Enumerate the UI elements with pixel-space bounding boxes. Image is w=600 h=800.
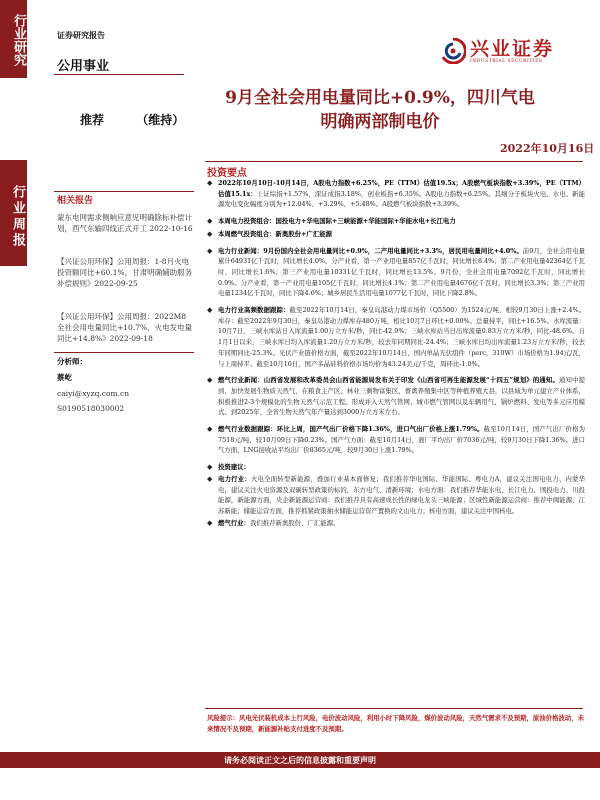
risk-warning: 风险提示：风电光伏装机成本上行风险，电价波动风险，利用小时下降风险，煤价波动风险，天然气需求不及预期，原油价格波动，未来情况不及预期，新能源补贴支付进度不及预期。	[207, 714, 585, 733]
related-divider	[54, 191, 194, 192]
list-item: ◆ 电力行业：火电全面转型新能源，叠加行业基本面修复；我们推荐华电国际、华能国际、粤电力A，建议关注国电电力、内蒙华电，建议关注火电资源及双碳转型政策的标的，东方电气、清新环境；水电方面：我们推荐华能水电、长江电力、国投电力、川投能源，新能源方面，央企新能源运营商：我们推荐具有高速成长性的绿电龙头三峡能源；区域性新能源运营商：推荐中闽能源、江苏新能；储能运营方面，推荐抓紧政策抽水储能运营资产置换的文山电力；核电方面，建议关注中国核电。	[207, 474, 585, 515]
footer-disclaimer: 请务必阅读正文之后的信息披露和重要声明	[0, 752, 600, 768]
list-item: ◆ 燃气行业：我们推荐新奥股份、广汇能源。	[207, 518, 340, 527]
list-item: ◆ 电力行业高频数据跟踪：截至2022年10月14日，秦皇岛港动力煤市场价（Q5500）为1524元/吨，相较9月30日上涨+2.4%。库存：截至2022年9月30日，秦皇岛港动力煤库存480万吨，相比10月7日环比+0.00%。总量持平，同比+16.5%。水库流量：10月7日，三峡水库站日入库流量1.00万立方米/秒，同比-42.9%；三峡水库站当日出库流量0.83万立方米/秒，同比-48.6%。自1月1日以来，三峡水库日均入库流量1.20万立方米/秒，较去年同期同比-24.4%；三峡水库日均出库流量1.23万立方米/秒，较去年同期同比-25.3%。光伏产业链价格方面，截至2022年10月14日，国内单晶光伏组件（perc，310W）市场价格为1.94元/瓦，与上周持平。截至10月10日，国产多晶硅料价格市场均价为43.24美元/千克，周环比-1.0%。	[207, 306, 586, 368]
title-line-2: 明确两部制电价	[320, 112, 440, 132]
risk-divider	[205, 708, 583, 709]
industry-label: 公用事业	[57, 59, 110, 74]
related-item[interactable]: 蒙东电网需求侧响应意见明确除标补偿计划，西气东输四线正式开工 2022-10-16	[57, 213, 193, 233]
analyst-heading: 分析师：	[57, 357, 87, 366]
list-item: ◆ 本周燃气投资组合：新奥股份+广汇能源	[207, 229, 332, 238]
report-kind: 证券研究报告	[57, 30, 105, 40]
header-divider	[54, 74, 184, 75]
brand-name: 兴业证券	[470, 37, 555, 60]
list-item: ◆ 燃气行业新闻：山西省发展和改革委员会山西省能源局发布关于印发《山西省可再生能源发展“十四五”规划》的通知。通知中提到，加快发展生物质天然气，在粮食主产区、林业三剩物富集区、畜禽养殖集中区等种植养殖大县，以县域为单元建立产业体系，积极推进2-3个规模化的生物天然气示范工程。形成并入天然气管网、城市燃气管网以及车辆用气、锅炉燃料、发电等多元应用模式。到2025年，全省生物天然气年产量达到3000万立方米左右。	[207, 376, 585, 417]
report-title	[185, 86, 575, 134]
rating-status: （维持）	[136, 113, 185, 127]
related-item[interactable]: 【兴证公用环保】公用周报：1-8月火电投资额同比+60.1%，甘肃明确辅助服务补偿规则》2022-09-25	[57, 257, 193, 288]
list-item: ◆ 2022年10月10日-10月14日，A股电力指数+6.25%，PE（TTM）估值19.5x；A股燃气板块指数+3.39%，PE（TTM）估值15.1x：上证综指+1.57%，深证成指3.18%，创业板指+6.35%。A股电力指数+6.25%。其细分子板块火电、水电、新能源发电变化幅度分别为+12.04%、+3.29%、+5.48%。A股燃气板块指数+3.39%。	[207, 179, 586, 209]
brand-mark-icon	[440, 38, 466, 64]
report-type-band: 行业周报	[0, 160, 27, 266]
highlights-heading: 投资要点	[207, 168, 247, 179]
list-item: ◆ 投资建议：	[207, 463, 250, 472]
category-band: 行业研究	[0, 0, 27, 78]
left-band	[0, 0, 27, 800]
brand-name-en: INDUSTRIAL SECURITIES	[470, 58, 543, 64]
list-item: ◆ 燃气行业数据跟踪：环比上周，国产气出厂价格下降1.36%，进口气出厂价格上涨1.79%。截至10月14日，国产气出厂价格为7518元/吨，较10月09日下降0.23%。国产气方面：截至10月14日，液厂平均出厂价7036元/吨，较9月30日下降1.36%。进口气方面，LNG接收站平均出厂价8365元/吨，较9月30日上涨1.79%。	[207, 425, 585, 455]
title-line-1: 9月全社会用电量同比+0.9%，四川气电	[225, 88, 535, 108]
analyst-cert: S0190518030002	[57, 404, 125, 413]
brand-logo	[440, 38, 554, 64]
analyst-email[interactable]: caiyi@xyzq.com.cn	[57, 389, 130, 398]
report-date: 2022年10月16日	[500, 142, 595, 155]
list-item: ◆ 电力行业新闻：9月份国内全社会用电量同比+0.9%，二产用电量同比+3.3%，居民用电量同比+4.0%。前9月，全社会用电量累计64931亿千瓦时，同比增长4.0%。分产业看，第一产业用电量857亿千瓦时，同比增长8.4%；第二产业用电量42364亿千瓦时，同比增长1.6%；第三产业用电量10331亿千瓦时，同比增长13.5%。9月份，全社会用电量7092亿千瓦时，同比增长0.9%。分产业看，第一产业用电量105亿千瓦时，同比增长4.1%；第二产业用电量4676亿千瓦时，同比增长3.3%；第三产业用电量1234亿千瓦时，同比下降4.6%；城乡居民生活用电量1077亿千瓦时，同比下降2.8%。	[207, 246, 585, 298]
rating-label: 推荐	[80, 113, 105, 127]
related-item[interactable]: 【兴证公用环保】公用周报：2022M8全社会用电量同比+10.7%，火电发电量同比+14.8%》2022-09-18	[57, 312, 193, 343]
analyst-name: 蔡屹	[57, 373, 72, 382]
highlights-list	[207, 178, 585, 534]
analyst-divider	[54, 352, 194, 353]
list-item: ◆ 本周电力投资组合：国投电力+华电国际+三峡能源+华能国际+华能水电+长江电力	[207, 217, 456, 226]
main-divider	[205, 161, 583, 162]
related-heading: 相关报告	[57, 196, 94, 206]
